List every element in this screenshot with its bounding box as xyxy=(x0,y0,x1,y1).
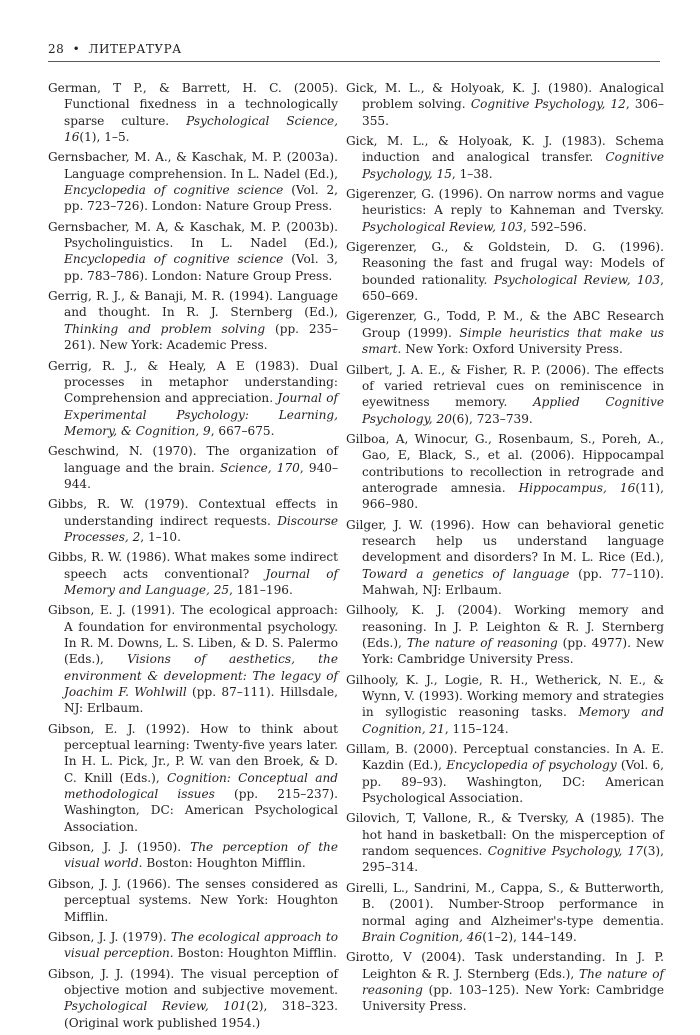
reference-text: . Boston: Houghton Mifflin. xyxy=(138,856,306,871)
reference-entry xyxy=(48,496,338,545)
reference-text: . New York: Oxford University Press. xyxy=(397,342,623,357)
reference-italic: Science, 170 xyxy=(219,460,300,475)
reference-text: (pp. 103–125). New York: Cambridge University Press. xyxy=(362,982,664,1014)
header-bullet: • xyxy=(72,42,81,56)
reference-text: German, T P., & Barrett, H. C. (2005). Functional fixedness in a technologically sparse culture. xyxy=(48,81,338,128)
reference-text: Gilger, J. W. (1996). How can behavioral genetic research help us understand language development and disorders? In M. L. Rice (Ed.), xyxy=(346,517,664,565)
reference-entry xyxy=(346,949,664,1014)
reference-italic: Cognitive Psychology, 12 xyxy=(470,97,626,112)
reference-italic: Cognitive Psychology, 17 xyxy=(487,844,644,859)
left-column xyxy=(48,80,338,1035)
reference-text: Gick, M. L., & Holyoak, K. J. (1983). Schema induction and analogical transfer. xyxy=(346,134,664,165)
reference-entry xyxy=(346,880,664,945)
page-number: 28 xyxy=(48,42,65,56)
reference-text: (Vol. 2, pp. 723–726). London: Nature Group Press. xyxy=(64,183,338,214)
reference-entry xyxy=(48,839,338,872)
reference-italic: Journal of Memory and Language, 25 xyxy=(64,566,338,597)
reference-entry xyxy=(48,929,338,962)
reference-text: Gilhooly, K. J., Logie, R. H., Wetherick, N. E., & Wynn, V. (1993). Working memory and strategies in syllogistic reasoning tasks. xyxy=(346,672,664,720)
reference-text: (2), 318–323. (Original work published 1954.) xyxy=(64,999,338,1030)
reference-italic: Hippocampus, 16 xyxy=(518,480,636,495)
reference-italic: Encyclopedia of psychology xyxy=(446,758,617,773)
reference-entry xyxy=(48,602,338,716)
reference-text: Gilbert, J. A. E., & Fisher, R. P. (2006). The effects of varied retrieval cues on reminiscence in eyewitness memory. xyxy=(346,362,664,410)
reference-entry xyxy=(48,966,338,1031)
reference-text: Gilboa, A, Winocur, G., Rosenbaum, S., Poreh, A., Gao, E, Black, S., et al. (2006). Hippocampal contributions to recollection in retrograde and anterograde amnesia. xyxy=(346,431,664,495)
reference-italic: Psychological Review, 103 xyxy=(362,219,523,234)
reference-entry xyxy=(48,876,338,925)
reference-text: , 1–38. xyxy=(451,166,493,181)
reference-text: , 1–10. xyxy=(140,529,181,544)
running-header xyxy=(48,42,660,60)
reference-entry xyxy=(48,149,338,214)
reference-text: (pp. 215–237). Washington, DC: American Psychological Association. xyxy=(64,787,338,834)
reference-italic: The nature of reasoning xyxy=(406,636,558,650)
reference-text: Gibson, J. J. (1966). The senses considered as perceptual systems. New York: Houghton Mifflin. xyxy=(48,876,338,924)
reference-text: (pp. 235–261). New York: Academic Press. xyxy=(64,321,338,353)
reference-entry xyxy=(48,358,338,440)
reference-italic: Visions of aesthetics, the environment & development: The legacy of Joachim F. Wohlwill xyxy=(64,652,338,700)
reference-text: (1), 1–5. xyxy=(79,130,130,145)
reference-entry xyxy=(48,288,338,353)
reference-entry xyxy=(48,549,338,598)
section-title: ЛИТЕРАТУРА xyxy=(88,42,182,56)
reference-text: Geschwind, N. (1970). The organization of language and the brain. xyxy=(48,444,338,475)
reference-text: Gigerenzer, G., & Goldstein, D. G. (1996). Reasoning the fast and frugal way: Models of bounded rationality. xyxy=(346,240,664,287)
reference-entry xyxy=(48,219,338,284)
reference-entry xyxy=(346,80,664,129)
reference-italic: Applied Cognitive Psychology, 20 xyxy=(362,395,664,426)
reference-text: Gibson, J. J. (1979). xyxy=(48,929,171,944)
reference-entry xyxy=(346,239,664,304)
reference-italic: Simple heuristics that make us smart xyxy=(362,325,664,357)
reference-italic: The nature of reasoning xyxy=(362,966,665,997)
reference-italic: The ecological approach to visual perception xyxy=(64,929,338,961)
header-rule xyxy=(48,61,660,62)
reference-text: Gigerenzer, G., Todd, P. M., & the ABC Research Group (1999). xyxy=(346,309,664,340)
reference-text: . Boston: Houghton Mifflin. xyxy=(169,946,337,961)
reference-text: , 115–124. xyxy=(444,721,509,736)
reference-text: (Vol. 6, pp. 89–93). Washington, DC: American Psychological Association. xyxy=(362,758,665,806)
reference-italic: Psychological Science, 16 xyxy=(64,113,339,145)
reference-text: , 650–669. xyxy=(362,272,664,304)
reference-text: (pp. 4977). New York: Cambridge University Press. xyxy=(362,636,664,667)
reference-entry xyxy=(346,602,664,667)
reference-entry xyxy=(346,133,664,182)
reference-entry xyxy=(346,517,664,599)
reference-italic: Discourse Processes, 2 xyxy=(64,513,338,544)
reference-italic: Journal of Experimental Psychology: Learning, Memory, & Cognition, 9 xyxy=(64,391,338,438)
reference-text: Gibson, E. J. (1991). The ecological approach: A foundation for environmental psychology. In R. M. Downs, L. S. Liben, & D. S. Palermo (Eds.), xyxy=(48,603,338,667)
reference-italic: The perception of the visual world xyxy=(64,840,338,871)
reference-entry xyxy=(346,741,664,806)
reference-italic: Brain Cognition, 46 xyxy=(362,929,483,944)
reference-italic: Toward a genetics of language xyxy=(362,566,570,581)
reference-text: Girotto, V (2004). Task understanding. In J. P. Leighton & R. J. Sternberg (Eds.), xyxy=(346,950,664,981)
reference-text: (Vol. 3, pp. 783–786). London: Nature Group Press. xyxy=(64,252,338,283)
reference-entry xyxy=(346,308,664,357)
reference-entry xyxy=(48,443,338,492)
right-column xyxy=(346,80,664,1019)
reference-italic: Psychological Review, 103 xyxy=(493,272,661,287)
reference-italic: Encyclopedia of cognitive science xyxy=(64,183,284,198)
reference-entry xyxy=(48,80,338,145)
reference-text: Gibson, J. J. (1950). xyxy=(48,840,191,855)
reference-text: Gilhooly, K. J. (2004). Working memory and reasoning. In J. P. Leighton & R. J. Sternberg (Eds.), xyxy=(346,603,664,650)
reference-text: (11), 966–980. xyxy=(362,480,664,512)
reference-text: , 592–596. xyxy=(522,219,587,234)
reference-text: Gick, M. L., & Holyoak, K. J. (1980). Analogical problem solving. xyxy=(346,81,664,112)
reference-text: (pp. 77–110). Mahwah, NJ: Erlbaum. xyxy=(362,566,664,597)
reference-text: Gigerenzer, G. (1996). On narrow norms and vague heuristics: A reply to Kahneman and Tversky. xyxy=(346,187,664,218)
reference-text: (3), 295–314. xyxy=(362,844,664,875)
reference-entry xyxy=(346,431,664,513)
reference-italic: Psychological Review, 101 xyxy=(64,999,247,1014)
reference-text: Gibbs, R. W. (1986). What makes some indirect speech acts conventional? xyxy=(48,550,338,581)
reference-text: Gibson, E. J. (1992). How to think about perceptual learning: Twenty-five years later. In H. L. Pick, Jr., P. W. van den Broek, & D. C. Knill (Eds.), xyxy=(48,721,338,785)
reference-text: Gerrig, R. J., & Banaji, M. R. (1994). Language and thought. In R. J. Sternberg (Ed.), xyxy=(48,289,338,320)
reference-text: , 940–944. xyxy=(64,460,338,491)
reference-italic: Thinking and problem solving xyxy=(64,321,266,336)
reference-italic: Cognitive Psychology, 15 xyxy=(362,150,664,181)
reference-italic: Encyclopedia of cognitive science xyxy=(64,252,284,267)
reference-text: , 181–196. xyxy=(229,582,293,597)
reference-text: Gerrig, R. J., & Healy, A E (1983). Dual processes in metaphor understanding: Comprehension and appreciation. xyxy=(48,358,338,406)
reference-text: (6), 723–739. xyxy=(451,411,533,426)
reference-text: Gilovich, T, Vallone, R., & Tversky, A (1985). The hot hand in basketball: On the misperception of random sequences. xyxy=(346,811,664,859)
reference-italic: Memory and Cognition, 21 xyxy=(362,705,664,736)
reference-text: Gernsbacher, M. A., & Kaschak, M. P. (2003a). Language comprehension. In L. Nadel (Ed.), xyxy=(48,150,338,181)
reference-text: Gillam, B. (2000). Perceptual constancies. In A. E. Kazdin (Ed.), xyxy=(346,742,664,773)
reference-entry xyxy=(346,186,664,235)
reference-text: Girelli, L., Sandrini, M., Cappa, S., & Butterworth, B. (2001). Number-Stroop performance in normal aging and Alzheimer's-type dementia. xyxy=(346,880,664,928)
reference-entry xyxy=(48,721,338,835)
reference-entry xyxy=(346,362,664,427)
reference-entry xyxy=(346,672,664,737)
reference-text: Gibbs, R. W. (1979). Contextual effects in understanding indirect requests. xyxy=(48,497,338,528)
reference-text: (pp. 87–111). Hillsdale, NJ: Erlbaum. xyxy=(64,685,338,716)
reference-text: , 306–355. xyxy=(362,97,664,128)
reference-text: Gernsbacher, M. A, & Kaschak, M. P. (2003b). Psycholinguistics. In L. Nadel (Ed.), xyxy=(48,219,338,251)
reference-entry xyxy=(346,810,664,875)
reference-text: , 667–675. xyxy=(210,423,275,438)
reference-text: Gibson, J. J. (1994). The visual perception of objective motion and subjective movement. xyxy=(48,966,338,997)
reference-text: (1–2), 144–149. xyxy=(482,929,577,944)
reference-italic: Cognition: Conceptual and methodological issues xyxy=(64,770,338,802)
